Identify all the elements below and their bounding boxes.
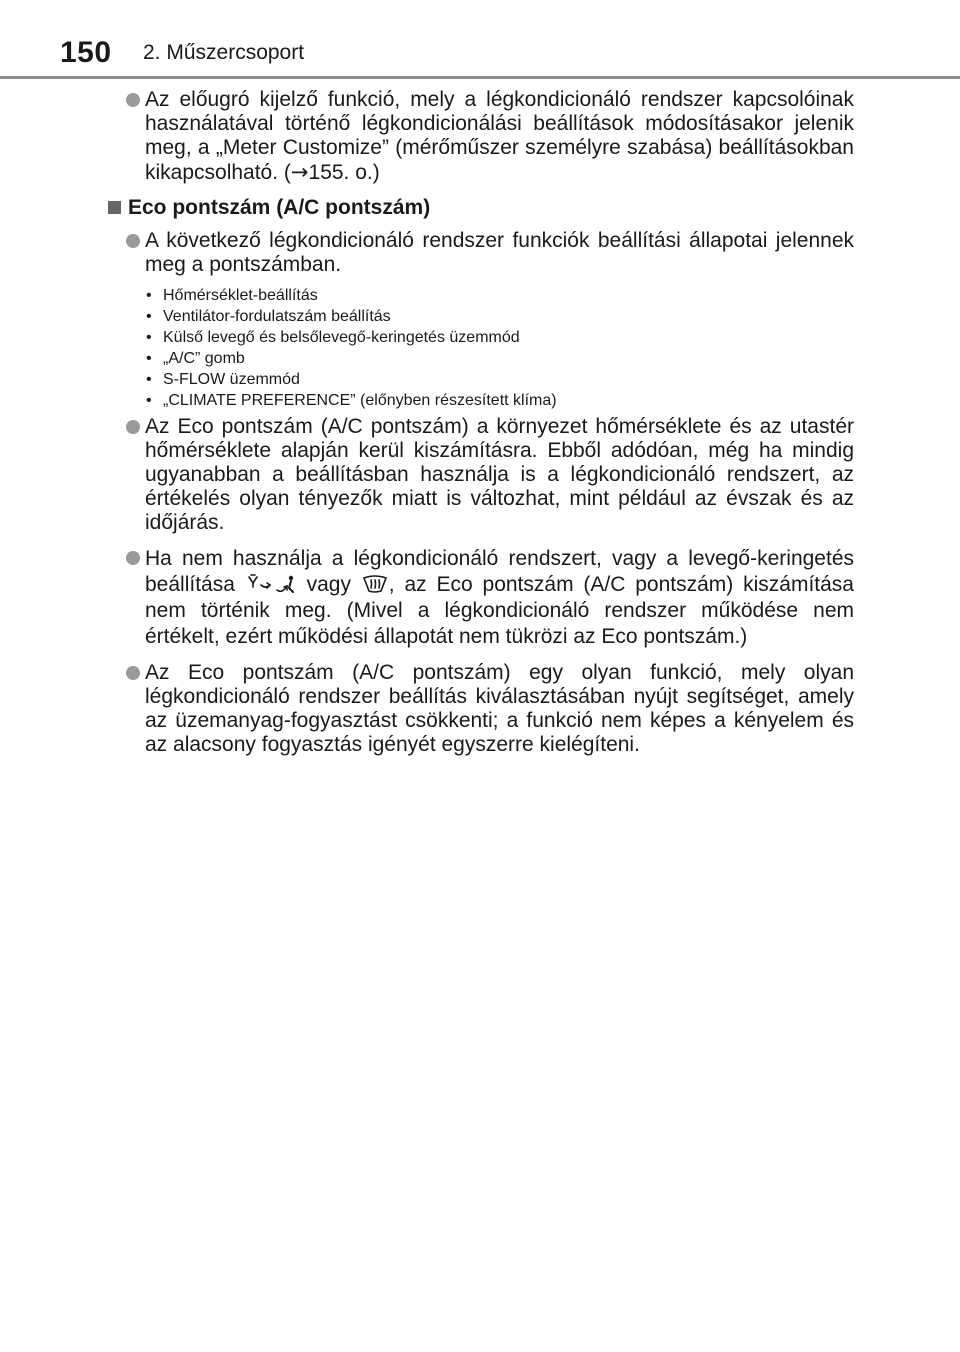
round-bullet-icon xyxy=(126,420,140,434)
reference-arrow: → xyxy=(290,160,309,184)
airflow-feet-defrost-icon xyxy=(245,572,297,598)
section-bullet-1 xyxy=(0,229,960,277)
intro-text: Az előugró kijelző funkció, mely a légkondicionáló rendszer kapcsolóinak használatával történő légkondicionálási beállítások módosításakor jelenik meg, a „Meter Customize” (mérőműszer személyre szabása) beállításokban kikapcsolható. ( xyxy=(145,88,854,184)
section-bullet-4-text: Az Eco pontszám (A/C pontszám) egy olyan funkció, mely olyan légkondicionáló rendszer beállítás kiválasztásában nyújt segítséget, amely az üzemanyag-fogyasztást csökkenti; a funkció nem képes a kényelem és az alacsony fogyasztás igényét egyszerre kielégíteni. xyxy=(145,661,854,757)
list-item: • S-FLOW üzemmód xyxy=(146,371,300,388)
page-number: 150 xyxy=(60,36,112,69)
ac-settings-list xyxy=(0,285,960,411)
sub-bullet-icon: • xyxy=(146,287,152,304)
section-bullet-4 xyxy=(0,661,960,757)
intro-bullet xyxy=(0,88,960,185)
section-heading xyxy=(0,196,960,220)
sub-bullet-icon: • xyxy=(146,392,152,409)
list-item: • Külső levegő és belsőlevegő-keringetés üzemmód xyxy=(146,329,520,346)
sub-bullet-icon: • xyxy=(146,329,152,346)
section-bullet-2 xyxy=(0,415,960,535)
chapter-title: 2. Műszercsoport xyxy=(143,41,305,64)
page-header xyxy=(0,0,960,80)
header-divider xyxy=(0,76,960,79)
section-bullet-2-text: Az Eco pontszám (A/C pontszám) a környezet hőmérséklete és az utastér hőmérséklete alapján kerül kiszámításra. Ebből adódóan, még ha mindig ugyanabban a beállításban használja is a légkondicionáló rendszert, az értékelés olyan tényezők miatt is változhat, mint például az évszak és az időjárás. xyxy=(145,415,854,534)
round-bullet-icon xyxy=(126,234,140,248)
sub-bullet-icon: • xyxy=(146,350,152,367)
section-bullet-3 xyxy=(0,546,960,650)
defroster-icon xyxy=(361,572,389,598)
list-item: • „A/C” gomb xyxy=(146,350,245,367)
square-bullet-icon xyxy=(108,201,121,214)
round-bullet-icon xyxy=(126,93,140,107)
round-bullet-icon xyxy=(126,666,140,680)
section-bullet-3-text-b: vagy xyxy=(306,573,351,596)
section-bullet-3-text-a: Ha nem használja a légkondicionáló rendszert, vagy a levegő-keringetés beállítása xyxy=(145,547,854,596)
round-bullet-icon xyxy=(126,551,140,565)
section-title: Eco pontszám (A/C pontszám) xyxy=(128,196,431,219)
page-content xyxy=(0,88,960,768)
list-item: • „CLIMATE PREFERENCE” (előnyben részesített klíma) xyxy=(146,392,557,409)
page-reference[interactable]: 155. o.) xyxy=(308,161,380,184)
sub-bullet-icon: • xyxy=(146,371,152,388)
section-bullet-3-text-c: , az Eco pontszám (A/C pontszám) kiszámítása nem történik meg. (Mivel a légkondicionáló rendszer működése nem értékelt, ezért működési állapotát nem tükrözi az Eco pontszám.) xyxy=(145,573,854,649)
section-bullet-1-text: A következő légkondicionáló rendszer funkciók beállítási állapotai jelennek meg a pontszámban. xyxy=(145,229,854,276)
list-item: • Ventilátor-fordulatszám beállítás xyxy=(146,308,391,325)
list-item: • Hőmérséklet-beállítás xyxy=(146,287,318,304)
sub-bullet-icon: • xyxy=(146,308,152,325)
